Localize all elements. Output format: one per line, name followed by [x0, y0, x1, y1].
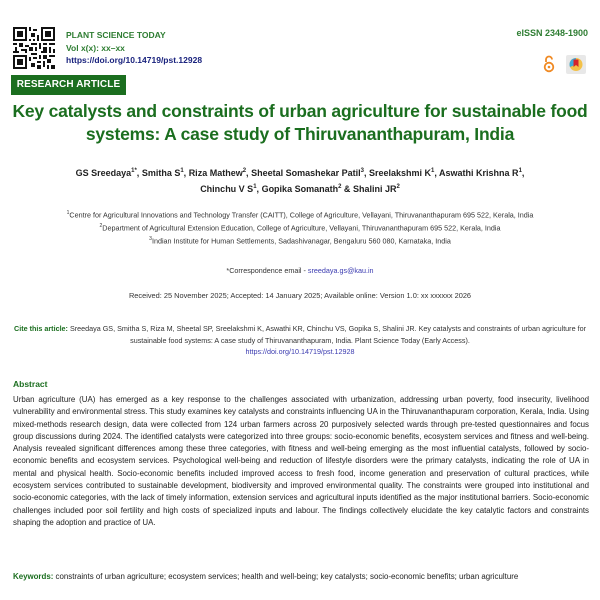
- journal-info: [66, 29, 202, 67]
- correspondence-label: *Correspondence email -: [226, 266, 308, 275]
- author: Gopika Somanath$^2$: [261, 183, 342, 194]
- keywords-text: constraints of urban agriculture; ecosystem services; health and well-being; key catalysts; socio-economic benefits; urban agriculture: [53, 572, 519, 581]
- open-access-icon[interactable]: [543, 55, 555, 73]
- author-list: GS Sreedaya$^{1*}$, Smitha $S^1$, Riza Mathew$^2$, Sheetal Somashekar Patil$^3$, Sreelakshmi $K^1$, Aswathi Krishna $R^1$, Chinchu V $S^1$, Gopika Somanath$^2$ & Shalini $JR^2$: [75, 168, 525, 194]
- cite-label: Cite this article:: [14, 324, 68, 333]
- header-doi-link[interactable]: https://doi.org/10.14719/pst.12928: [66, 55, 203, 65]
- author: GS Sreedaya$^{1*}$: [75, 168, 137, 178]
- qr-code-icon: [13, 27, 55, 69]
- cite-text: Sreedaya GS, Smitha S, Riza M, Sheetal SP, Sreelakshmi K, Aswathi KR, Chinchu VS, Gopika S, Shalini JR. Key catalysts and constraints of urban agriculture for sustainable food systems: A case study of Thiruvananthapuram, India. Plant Science Today (Early Access).: [67, 324, 586, 345]
- keywords-label: Keywords:: [13, 572, 54, 581]
- abstract-text: Urban agriculture (UA) has emerged as a key response to the challenges associated with urbanization, addressing urban poverty, food insecurity, livelihood vulnerability and environmental stress. This study examines key catalysts and constraints influencing UA in the Thiruvananthapuram corporation, Kerala, India. Using mixed-methods research design, data were collected from 124 urban farmers across 20 purposively selected wards through pre-tested questionnaires and focus group discussions during 2024. The identified catalysts were categorized into three groups: socio-economic benefits, ecosystem services and fitness and well-being. Analysis revealed significant differences among these three categories, with fitness and well-being emerging as the most influential catalysts, followed by socio-economic benefits and ecosystem services. Psychological well-being and reduction of lifestyle disorders were the primary catalysts, indicating the role of UA in mental and physical health. Socio-economic benefits included improved access to fresh food, income generation and preservation of cultural practices, while ecosystem services contributed to sustainable development, biodiversity and improved environmental quality. The constraints were grouped into institutional and socio-economic categories, with the lack of timely information, extension services and agricultural inputs identified as the major institutional barriers. Socio-economic challenges included poor soil fertility and high costs of specialized inputs and labour. The findings collectively elucidate the key catalytic factors and constraints shaping the adoption and practice of UA.: [13, 395, 589, 527]
- author: Chinchu V $S^1$: [200, 183, 257, 194]
- eissn: eISSN 2348-1900: [516, 28, 588, 38]
- crossmark-icon[interactable]: [566, 55, 586, 74]
- author: Sreelakshmi $K^1$: [368, 168, 435, 178]
- affiliation: $^1$Centre for Agricultural Innovations and Technology Transfer (CAITT), College of Agriculture, Vellayani, Thiruvananthapuram 695 522, Kerala, India: [66, 210, 534, 220]
- keywords: [13, 571, 589, 583]
- affiliation: $^2$Department of Agricultural Extension Education, College of Agriculture, Vellayani, Thiruvananthapuram 695 522, Kerala, India: [99, 222, 501, 233]
- correspondence-email-link[interactable]: sreedaya.gs@kau.in: [307, 266, 374, 275]
- journal-name: PLANT SCIENCE TODAY: [66, 30, 166, 40]
- publication-dates: Received: 25 November 2025; Accepted: 14 January 2025; Available online: Version 1.0: xx xxxxxx 2026: [128, 291, 472, 300]
- abstract-heading: Abstract: [13, 379, 48, 389]
- author: Sheetal Somashekar Patil$^3$: [251, 168, 364, 178]
- author: Smitha $S^1$: [141, 168, 184, 178]
- journal-volume: Vol x(x): xx–xx: [66, 42, 125, 53]
- article-title: Key catalysts and constraints of urban agriculture for sustainable food systems: A case study of Thiruvananthapuram, India: [12, 101, 588, 144]
- affiliations: [0, 208, 600, 247]
- affiliation: $^3$Indian Institute for Human Settlements, Sadashivanagar, Bengaluru 560 080, Karnataka, India: [149, 235, 451, 246]
- author: Riza Mathew$^2$: [188, 168, 247, 178]
- author: Aswathi Krishna $R^1$: [439, 168, 522, 178]
- research-article-badge: RESEARCH ARTICLE: [11, 75, 126, 95]
- citation: [0, 323, 600, 358]
- correspondence: [0, 266, 600, 275]
- cite-doi-link[interactable]: https://doi.org/10.14719/pst.12928: [245, 347, 355, 356]
- author: Shalini $JR^2$: [352, 183, 400, 194]
